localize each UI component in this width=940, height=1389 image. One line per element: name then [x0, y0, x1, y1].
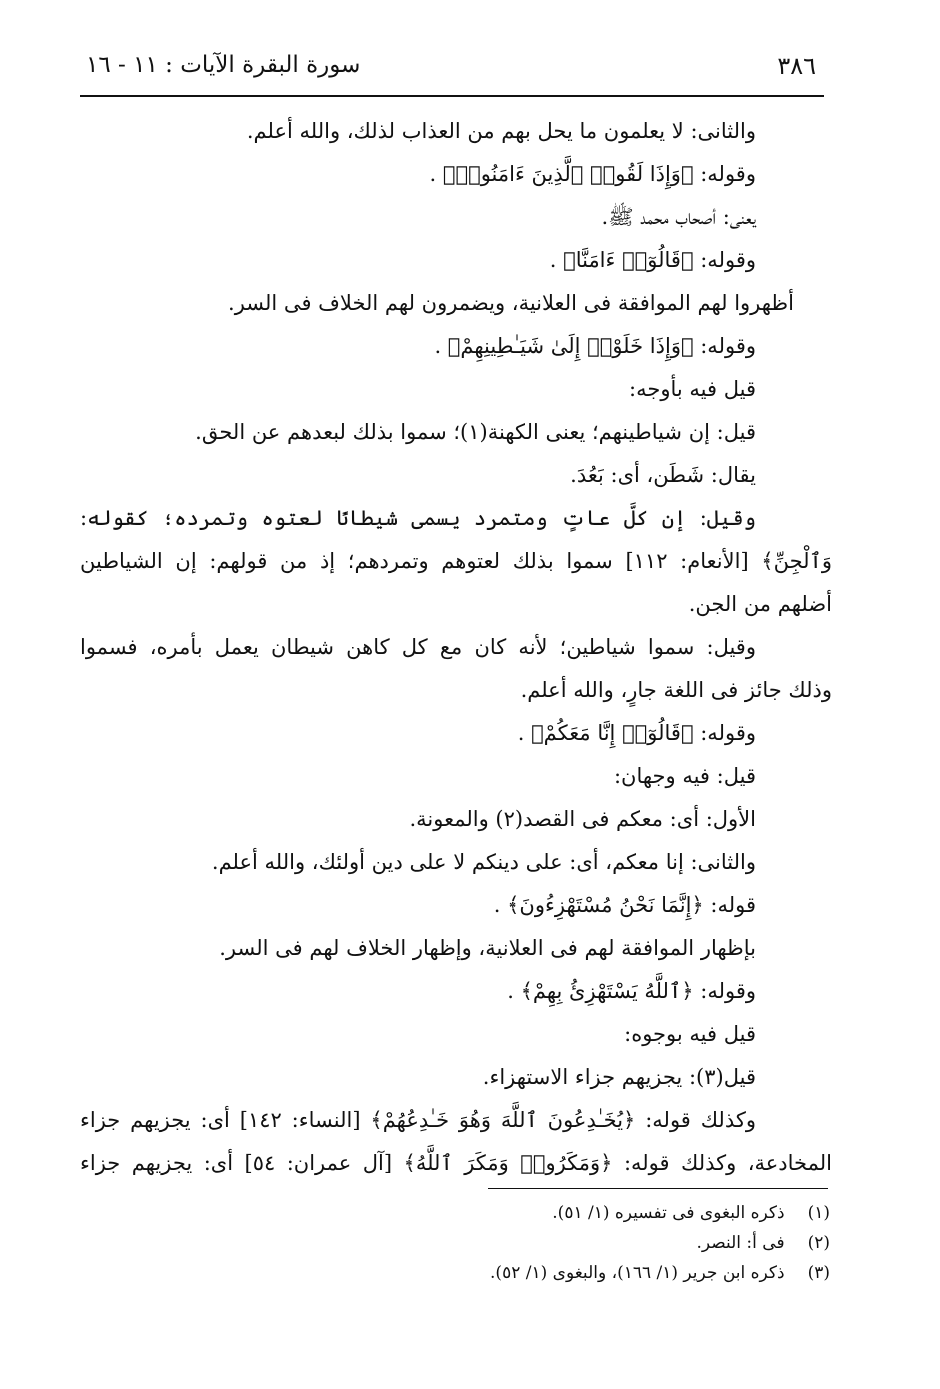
footnotes: [380, 1198, 830, 1288]
text-line: وقيل: سموا شياطين؛ لأنه كان مع كل كاهن شيطان يعمل بأمره، فسموا: [80, 635, 756, 659]
text-line: قيل(٣): يجزيهم جزاء الاستهزاء.: [482, 1065, 756, 1089]
footnote-text: ذكره البغوى فى تفسيره (١/ ٥١).: [552, 1203, 785, 1223]
text-line: يعنى: أصحاب محمد ﷺ.: [601, 205, 756, 229]
text-line: بإظهار الموافقة لهم فى العلانية، وإظهار الخلاف لهم فى السر.: [219, 936, 756, 960]
text-line: قيل فيه بأوجه:: [629, 377, 756, 401]
text-line: قيل فيه بوجوه:: [624, 1022, 756, 1046]
text-line: والثانى: لا يعلمون ما يحل بهم من العذاب لذلك، والله أعلم.: [246, 119, 756, 143]
text-line: وكذلك قوله: ﴿يُخَـٰدِعُونَ ٱللَّهَ وَهُوَ خَـٰدِعُهُمْ﴾ [النساء: ١٤٢] أى: يجزيهم جزاء: [80, 1108, 756, 1132]
main-text: [80, 110, 832, 1185]
footnote-number: (٢): [807, 1233, 830, 1253]
text-line: وقوله: ﴿ٱللَّهُ يَسْتَهْزِئُ بِهِمْ﴾ .: [507, 979, 756, 1003]
text-line: وقوله: ﴿وَإِذَا لَقُوا۟ ٱلَّذِينَ ءَامَنُوا۟﴾ .: [429, 162, 756, 186]
text-line: والثانى: إنا معكم، أى: على دينكم لا على دين أولئك، والله أعلم.: [211, 850, 756, 874]
text-line: الأول: أى: معكم فى القصد(٢) والمعونة.: [409, 807, 756, 831]
footnote: [380, 1258, 830, 1288]
footnote-number: (١): [807, 1203, 830, 1223]
footnote: [380, 1228, 830, 1258]
footnote-number: (٣): [807, 1263, 830, 1283]
text-line: وذلك جائز فى اللغة جارٍ، والله أعلم.: [520, 678, 832, 702]
text-line: وقوله: ﴿قَالُوٓا۟ ءَامَنَّا﴾ .: [549, 248, 756, 272]
text-line: وقيل: إن كلَّ عاتٍ ومتمرد يسمى شيطانًا لعتوه وتمرده؛ كقوله:: [80, 506, 756, 530]
text-line: يقال: شَطَن، أى: بَعُدَ.: [570, 463, 756, 487]
text-line: وَٱلْجِنِّ﴾ [الأنعام: ١١٢] سموا بذلك لعتوهم وتمردهم؛ إذ من قولهم: إن الشياطين: [80, 549, 832, 573]
footnote-rule: [488, 1188, 828, 1189]
text-line: قوله: ﴿إِنَّمَا نَحْنُ مُسْتَهْزِءُونَ﴾ .: [493, 893, 756, 917]
text-line: أضلهم من الجن.: [688, 592, 832, 616]
footnote: [380, 1198, 830, 1228]
header-rule: [80, 95, 824, 97]
text-line: قيل: فيه وجهان:: [613, 764, 756, 788]
text-line: أظهروا لهم الموافقة فى العلانية، ويضمرون لهم الخلاف فى السر.: [228, 291, 794, 315]
text-line: قيل: إن شياطينهم؛ يعنى الكهنة(١)؛ سموا بذلك لبعدهم عن الحق.: [195, 420, 756, 444]
text-line: وقوله: ﴿قَالُوٓا۟ إِنَّا مَعَكُمْ﴾ .: [517, 721, 756, 745]
running-title: سورة البقرة الآيات : ١١ - ١٦: [86, 52, 361, 78]
footnote-text: فى أ: النصر.: [696, 1233, 785, 1253]
page-number: ٣٨٦: [777, 52, 816, 80]
footnote-text: ذكره ابن جرير (١/ ١٦٦)، والبغوى (١/ ٥٢).: [490, 1263, 785, 1283]
page-header: [80, 52, 824, 88]
text-line: المخادعة، وكذلك قوله: ﴿وَمَكَرُوا۟ وَمَكَرَ ٱللَّهُ﴾ [آل عمران: ٥٤] أى: يجزيهم جزاء: [80, 1151, 832, 1175]
text-line: وقوله: ﴿وَإِذَا خَلَوْا۟ إِلَىٰ شَيَـٰطِينِهِمْ﴾ .: [434, 334, 756, 358]
